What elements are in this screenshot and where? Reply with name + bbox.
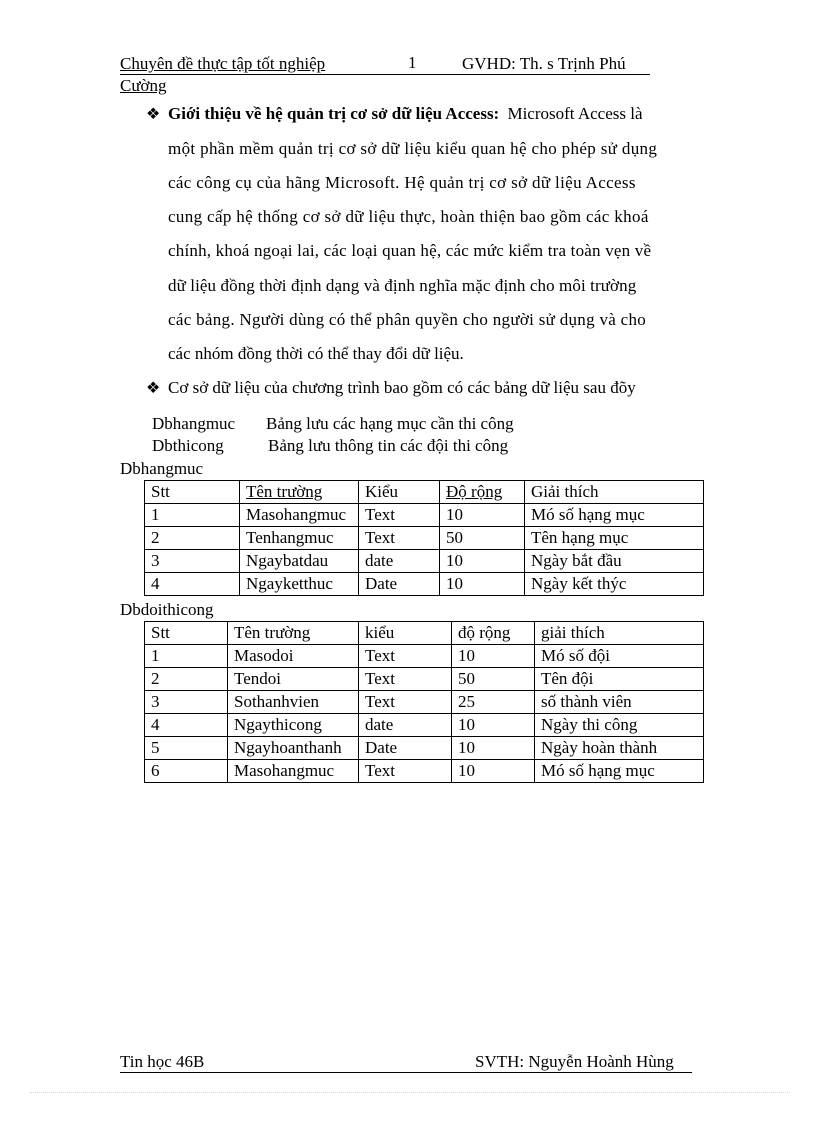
table-cell: Text bbox=[359, 645, 452, 668]
table-cell: Text bbox=[359, 527, 440, 550]
table-cell: Text bbox=[359, 760, 452, 783]
table-cell: 10 bbox=[452, 760, 535, 783]
table-cell: 3 bbox=[145, 550, 240, 573]
table-header-cell: Stt bbox=[145, 481, 240, 504]
footer-right: SVTH: Nguyễn Hoành Hùng bbox=[475, 1052, 674, 1071]
table-header-cell: độ rộng bbox=[452, 622, 535, 645]
table-header-cell: Stt bbox=[145, 622, 228, 645]
page-edge-divider bbox=[30, 1092, 790, 1093]
table-cell: Ngayketthuc bbox=[240, 573, 359, 596]
table-cell: Ngaythicong bbox=[228, 714, 359, 737]
table-cell: 2 bbox=[145, 668, 228, 691]
table-header-cell: Tên trường bbox=[240, 481, 359, 504]
table-row bbox=[145, 737, 704, 760]
table-cell: 2 bbox=[145, 527, 240, 550]
table-cell: Masohangmuc bbox=[228, 760, 359, 783]
table-header-cell: Tên trường bbox=[228, 622, 359, 645]
footer-left: Tin học 46B bbox=[120, 1052, 205, 1071]
footer-underline bbox=[120, 1072, 692, 1073]
table1-title: Dbhangmuc bbox=[120, 459, 204, 478]
intro-bold-lead: Giới thiệu về hệ quản trị cơ sở dữ liệu Access: bbox=[168, 104, 500, 123]
intro-line: các bảng. Người dùng có thể phân quyền cho người sử dụng và cho bbox=[168, 310, 647, 329]
table-cell: 6 bbox=[145, 760, 228, 783]
table-cell: 10 bbox=[452, 737, 535, 760]
second-bullet-text: Cơ sở dữ liệu của chương trình bao gồm có các bảng dữ liệu sau đõy bbox=[168, 378, 636, 397]
table-cell: số thành viên bbox=[535, 691, 704, 714]
table-cell: 5 bbox=[145, 737, 228, 760]
table-cell: Tendoi bbox=[228, 668, 359, 691]
table-cell: Tenhangmuc bbox=[240, 527, 359, 550]
table-cell: Date bbox=[359, 737, 452, 760]
table-list-desc: Bảng lưu các hạng mục cần thi công bbox=[266, 414, 514, 433]
table-header-row bbox=[145, 622, 704, 645]
table-list-desc: Bảng lưu thông tin các đội thi công bbox=[268, 436, 509, 455]
table-header-cell: Độ rộng bbox=[440, 481, 525, 504]
table-cell: Masodoi bbox=[228, 645, 359, 668]
intro-line: chính, khoá ngoại lai, các loại quan hệ, các mức kiểm tra toàn vẹn về bbox=[168, 241, 652, 260]
table-cell: Tên đội bbox=[535, 668, 704, 691]
table-header-row bbox=[145, 481, 704, 504]
table2-title: Dbdoithicong bbox=[120, 600, 214, 619]
table-row bbox=[145, 527, 704, 550]
table-cell: Ngày hoàn thành bbox=[535, 737, 704, 760]
header-underline bbox=[120, 74, 650, 75]
table-cell: date bbox=[359, 550, 440, 573]
table-cell: Ngày kết thýc bbox=[525, 573, 704, 596]
diamond-bullet-icon: ❖ bbox=[146, 380, 161, 397]
intro-line: dữ liệu đồng thời định dạng và định nghĩa mặc định cho môi trường bbox=[168, 276, 637, 295]
table-row bbox=[145, 714, 704, 737]
table-cell: 10 bbox=[440, 573, 525, 596]
table-cell: 50 bbox=[440, 527, 525, 550]
table-cell: 10 bbox=[440, 550, 525, 573]
header-left: Chuyên đề thực tập tốt nghiệp bbox=[120, 54, 326, 73]
table-cell: Text bbox=[359, 504, 440, 527]
table-header-cell: giải thích bbox=[535, 622, 704, 645]
table-cell: Mó số đội bbox=[535, 645, 704, 668]
table-row bbox=[145, 691, 704, 714]
intro-line: các nhóm đồng thời có thể thay đổi dữ liệu. bbox=[168, 344, 464, 363]
table-cell: Ngày bắt đầu bbox=[525, 550, 704, 573]
table2 bbox=[144, 621, 704, 783]
table-cell: Sothanhvien bbox=[228, 691, 359, 714]
table-cell: Text bbox=[359, 668, 452, 691]
intro-line: cung cấp hệ thống cơ sở dữ liệu thực, hoàn thiện bao gồm các khoá bbox=[168, 207, 649, 226]
table-list-name: Dbhangmuc bbox=[152, 414, 236, 433]
table-cell: 3 bbox=[145, 691, 228, 714]
table-cell: 4 bbox=[145, 573, 240, 596]
table1 bbox=[144, 480, 704, 596]
table-cell: 4 bbox=[145, 714, 228, 737]
table-row bbox=[145, 573, 704, 596]
diamond-bullet-icon: ❖ bbox=[146, 106, 161, 123]
table-row bbox=[145, 504, 704, 527]
table-row bbox=[145, 645, 704, 668]
table-cell: Ngaybatdau bbox=[240, 550, 359, 573]
table-cell: 1 bbox=[145, 645, 228, 668]
table-cell: Tên hạng mục bbox=[525, 527, 704, 550]
table-list-name: Dbthicong bbox=[152, 436, 224, 455]
table-header-cell: Kiểu bbox=[359, 481, 440, 504]
intro-line: Microsoft Access là bbox=[507, 104, 643, 123]
table-cell: Ngayhoanthanh bbox=[228, 737, 359, 760]
table-cell: date bbox=[359, 714, 452, 737]
intro-line: các công cụ của hãng Microsoft. Hệ quản trị cơ sở dữ liệu Access bbox=[168, 173, 636, 192]
table-header-cell: Giải thích bbox=[525, 481, 704, 504]
intro-line: một phần mềm quản trị cơ sở dữ liệu kiểu quan hệ cho phép sử dụng bbox=[168, 139, 658, 158]
table-cell: Masohangmuc bbox=[240, 504, 359, 527]
table-row bbox=[145, 760, 704, 783]
table-cell: Ngày thi công bbox=[535, 714, 704, 737]
table-cell: Mó số hạng mục bbox=[535, 760, 704, 783]
table-cell: Mó số hạng mục bbox=[525, 504, 704, 527]
table-cell: 10 bbox=[440, 504, 525, 527]
table-row bbox=[145, 550, 704, 573]
table-cell: 10 bbox=[452, 645, 535, 668]
header-continuation: Cường bbox=[120, 76, 167, 95]
table-cell: Date bbox=[359, 573, 440, 596]
table-cell: Text bbox=[359, 691, 452, 714]
table-cell: 25 bbox=[452, 691, 535, 714]
table-cell: 1 bbox=[145, 504, 240, 527]
table-cell: 10 bbox=[452, 714, 535, 737]
table-header-cell: kiểu bbox=[359, 622, 452, 645]
header-right: GVHD: Th. s Trịnh Phú bbox=[462, 54, 626, 73]
header-page-number: 1 bbox=[408, 53, 417, 72]
table-cell: 50 bbox=[452, 668, 535, 691]
table-row bbox=[145, 668, 704, 691]
